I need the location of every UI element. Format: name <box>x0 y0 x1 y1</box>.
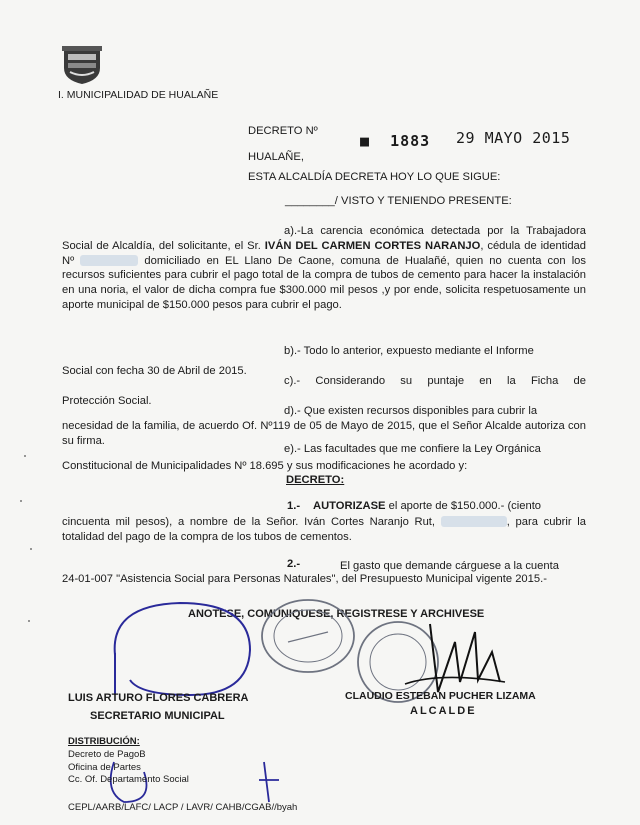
considerando-b-line2: Social con fecha 30 de Abril de 2015. <box>62 365 247 377</box>
considerando-c-line2: Protección Social. <box>62 395 152 407</box>
item2-rest: 24-01-007 "Asistencia Social para Personas Naturales", del Presupuesto Municipal vigente 2015.- <box>62 573 547 585</box>
applicant-name: IVÁN DEL CARMEN CORTES NARANJO <box>264 239 481 252</box>
item2-number: 2.- <box>287 558 301 570</box>
considerando-c-line1: c).- Considerando su puntaje en la Ficha de <box>284 375 586 387</box>
decree-label: DECRETO Nº <box>248 125 318 137</box>
closing-line: ANOTESE, COMUNIQUESE, REGISTRESE Y ARCHIVESE <box>188 608 485 620</box>
item1-keyword: AUTORIZASE <box>313 500 386 512</box>
distribution-list <box>68 749 189 787</box>
distribution-heading: DISTRIBUCIÓN: <box>68 736 140 747</box>
distribution-item: Cc. Of. Departamento Social <box>68 774 189 785</box>
decree-number-prefix-icon: ■ <box>360 132 391 150</box>
decree-number: 1883 <box>390 132 431 150</box>
mayor-signature-icon <box>400 612 510 700</box>
considerando-b-line1: b).- Todo lo anterior, expuesto mediante el Informe <box>284 345 534 357</box>
visto-heading: VISTO Y TENIENDO PRESENTE: <box>341 195 512 207</box>
mayor-name: CLAUDIO ESTEBAN PUCHER LIZAMA <box>345 690 536 702</box>
municipal-stamp-left-icon <box>258 596 358 676</box>
item1-number: 1.- <box>287 500 301 512</box>
decree-place: HUALAÑE, <box>248 151 304 163</box>
decree-intro: ESTA ALCALDÍA DECRETA HOY LO QUE SIGUE: <box>248 171 501 183</box>
visto-blank-line: ________/ <box>285 195 338 207</box>
distribution-item: Decreto de PagoB <box>68 749 146 760</box>
decreto-item1-rest: cincuenta mil pesos), a nombre de la Señor. Iván Cortes Naranjo Rut, , para cubrir la totalidad del pago de la compra de los tubos de cementos. <box>62 516 586 543</box>
municipal-crest-icon <box>60 44 104 86</box>
considerando-e-line2: Constitucional de Municipalidades Nº 18.695 y sus modificaciones he acordado y: <box>62 460 468 472</box>
decree-date: 29 MAYO 2015 <box>456 129 571 147</box>
considerando-a: a).-La carencia económica detectada por la Trabajadora Social de Alcaldía, del solicitante, el Sr. IVÁN DEL CARMEN CORTES NARANJO, cédula de identidad Nº domiciliado en EL Llano De Caone, comuna de Hualañé, quien no cuenta con los recursos suficientes para cubrir el pago total de la compra de tubos de cemento para hacer la instalación en una noria, el valor de dicha compra fue $300.000 mil pesos ,y por ende, solicita respetuosamente un aporte municipal de $150.000 pesos para cubrir el pago. <box>62 225 586 311</box>
considerando-e-line1: e).- Las facultades que me confiere la Ley Orgánica <box>284 443 541 455</box>
distribution-item: Oficina de Partes <box>68 761 141 773</box>
item2-line1: El gasto que demande cárguese a la cuenta <box>340 560 559 572</box>
distribution-initials: CEPL/AARB/LAFC/ LACP / LAVR/ CAHB/CGAB//byah <box>68 802 298 813</box>
redacted-id <box>80 255 138 266</box>
considerando-d-rest: necesidad de la familia, de acuerdo Of. Nº119 de 05 de Mayo de 2015, que el Señor Alcalde autoriza con su firma. <box>62 420 586 447</box>
decreto-heading: DECRETO: <box>286 474 345 486</box>
considerando-d-line1: d).- Que existen recursos disponibles para cubrir la <box>284 405 538 417</box>
mayor-title: ALCALDE <box>410 705 477 717</box>
secretary-title: SECRETARIO MUNICIPAL <box>90 710 225 722</box>
item1-part1: el aporte de $150.000.- (ciento <box>385 500 542 512</box>
secretary-name: LUIS ARTURO FLORES CABRERA <box>68 692 249 704</box>
municipality-name: I. MUNICIPALIDAD DE HUALAÑE <box>58 89 219 101</box>
redacted-rut <box>441 516 507 527</box>
